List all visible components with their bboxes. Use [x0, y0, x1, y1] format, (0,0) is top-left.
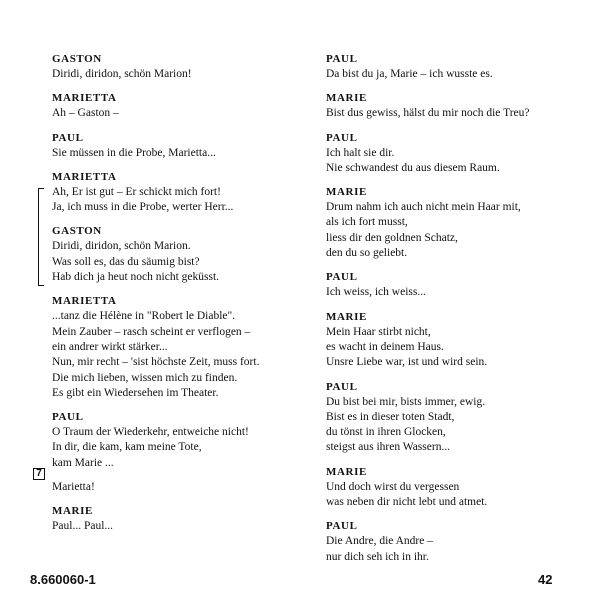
- dialogue-line: Marietta!: [52, 481, 95, 494]
- dialogue-line: Nun, mir recht – 'sist höchste Zeit, muss fort.: [52, 356, 260, 369]
- dialogue-block: [326, 310, 576, 371]
- dialogue-block: [326, 380, 576, 456]
- dialogue-line: Ich halt sie dir.: [326, 146, 395, 159]
- dialogue-block: [326, 52, 576, 82]
- speaker-name: MARIE: [326, 465, 367, 478]
- speaker-name: MARIETTA: [52, 170, 117, 183]
- dialogue-line: Ah, Er ist gut – Er schickt mich fort!: [52, 185, 221, 198]
- speaker-name: MARIE: [326, 92, 367, 105]
- speaker-name: PAUL: [326, 131, 358, 144]
- dialogue-block: [52, 224, 302, 285]
- speaker-name: GASTON: [52, 225, 102, 238]
- speaker-name: MARIETTA: [52, 92, 117, 105]
- dialogue-block: [52, 52, 302, 82]
- dialogue-line: liess dir den goldnen Schatz,: [326, 231, 458, 244]
- speaker-name: PAUL: [52, 131, 84, 144]
- speaker-name: GASTON: [52, 53, 102, 65]
- dialogue-line: Nie schwandest du aus diesem Raum.: [326, 161, 500, 174]
- track-marker-box: 7: [33, 468, 45, 480]
- dialogue-block: [326, 185, 576, 261]
- dialogue-line: Diridi, diridon, schön Marion!: [52, 68, 192, 80]
- dialogue-block: [326, 91, 576, 121]
- dialogue-line: O Traum der Wiederkehr, entweiche nicht!: [52, 426, 249, 439]
- dialogue-line: als ich fort musst,: [326, 216, 408, 229]
- dialogue-line: Mein Haar stirbt nicht,: [326, 325, 431, 338]
- dialogue-line: ein andrer wirkt stärker...: [52, 340, 168, 353]
- dialogue-line: nur dich seh ich in ihr.: [326, 550, 429, 563]
- dialogue-line: Es gibt ein Wiedersehen im Theater.: [52, 386, 219, 399]
- speaker-name: PAUL: [326, 380, 358, 393]
- dialogue-line: Hab dich ja heut noch nicht geküsst.: [52, 271, 220, 284]
- speaker-name: PAUL: [326, 520, 358, 533]
- dialogue-line: Bist dus gewiss, hälst du mir noch die Treu?: [326, 107, 530, 120]
- dialogue-line: Paul... Paul...: [52, 520, 114, 533]
- dialogue-line: Was soll es, das du säumig bist?: [52, 255, 200, 268]
- dialogue-line: was neben dir nicht lebt und atmet.: [326, 496, 488, 509]
- dialogue-block: [52, 170, 302, 216]
- dialogue-line: Unsre Liebe war, ist und wird sein.: [326, 356, 488, 369]
- dialogue-block: [326, 465, 576, 511]
- speaker-name: MARIE: [326, 186, 367, 199]
- dialogue-line: ...tanz die Hélène in "Robert le Diable".: [52, 310, 236, 323]
- dialogue-block: [52, 91, 302, 121]
- dialogue-line: steigst aus ihren Wassern...: [326, 441, 451, 454]
- dialogue-line: Bist es in dieser toten Stadt,: [326, 410, 455, 423]
- speaker-name: PAUL: [326, 53, 358, 65]
- dialogue-line: Diridi, diridon, schön Marion.: [52, 240, 191, 253]
- dialogue-block: [52, 410, 302, 471]
- left-column: [52, 52, 302, 544]
- dialogue-line: Ich weiss, ich weiss...: [326, 286, 426, 299]
- catalog-number: 8.660060-1: [30, 572, 96, 587]
- dialogue-block: [52, 480, 302, 495]
- dialogue-line: den du so geliebt.: [326, 247, 408, 260]
- dialogue-line: es wacht in deinem Haus.: [326, 340, 444, 353]
- speaker-name: MARIETTA: [52, 295, 117, 308]
- speaker-name: PAUL: [52, 411, 84, 424]
- dialogue-line: Du bist bei mir, bists immer, ewig.: [326, 395, 486, 408]
- speaker-name: PAUL: [326, 271, 358, 284]
- right-column: [326, 52, 576, 574]
- dialogue-line: du tönst in ihren Glocken,: [326, 426, 446, 439]
- dialogue-block: [326, 519, 576, 565]
- page-number: 42: [538, 572, 553, 587]
- dialogue-block: [326, 270, 576, 300]
- dialogue-line: Die mich lieben, wissen mich zu finden.: [52, 371, 238, 384]
- dialogue-line: Ja, ich muss in die Probe, werter Herr...: [52, 201, 234, 214]
- dialogue-line: Da bist du ja, Marie – ich wusste es.: [326, 68, 493, 80]
- dialogue-block: [52, 131, 302, 161]
- dialogue-line: Drum nahm ich auch nicht mein Haar mit,: [326, 201, 521, 214]
- scene-bracket: [38, 188, 44, 286]
- dialogue-line: Sie müssen in die Probe, Marietta...: [52, 146, 216, 159]
- speaker-name: MARIE: [326, 310, 367, 323]
- speaker-name: MARIE: [52, 505, 93, 518]
- dialogue-line: Mein Zauber – rasch scheint er verflogen –: [52, 325, 251, 338]
- dialogue-block: [52, 294, 302, 401]
- dialogue-line: In dir, die kam, kam meine Tote,: [52, 441, 202, 454]
- dialogue-block: [326, 131, 576, 177]
- dialogue-line: Die Andre, die Andre –: [326, 535, 433, 548]
- dialogue-line: Und doch wirst du vergessen: [326, 480, 460, 493]
- dialogue-line: kam Marie ...: [52, 456, 114, 469]
- dialogue-line: Ah – Gaston –: [52, 107, 119, 120]
- dialogue-block: [52, 504, 302, 534]
